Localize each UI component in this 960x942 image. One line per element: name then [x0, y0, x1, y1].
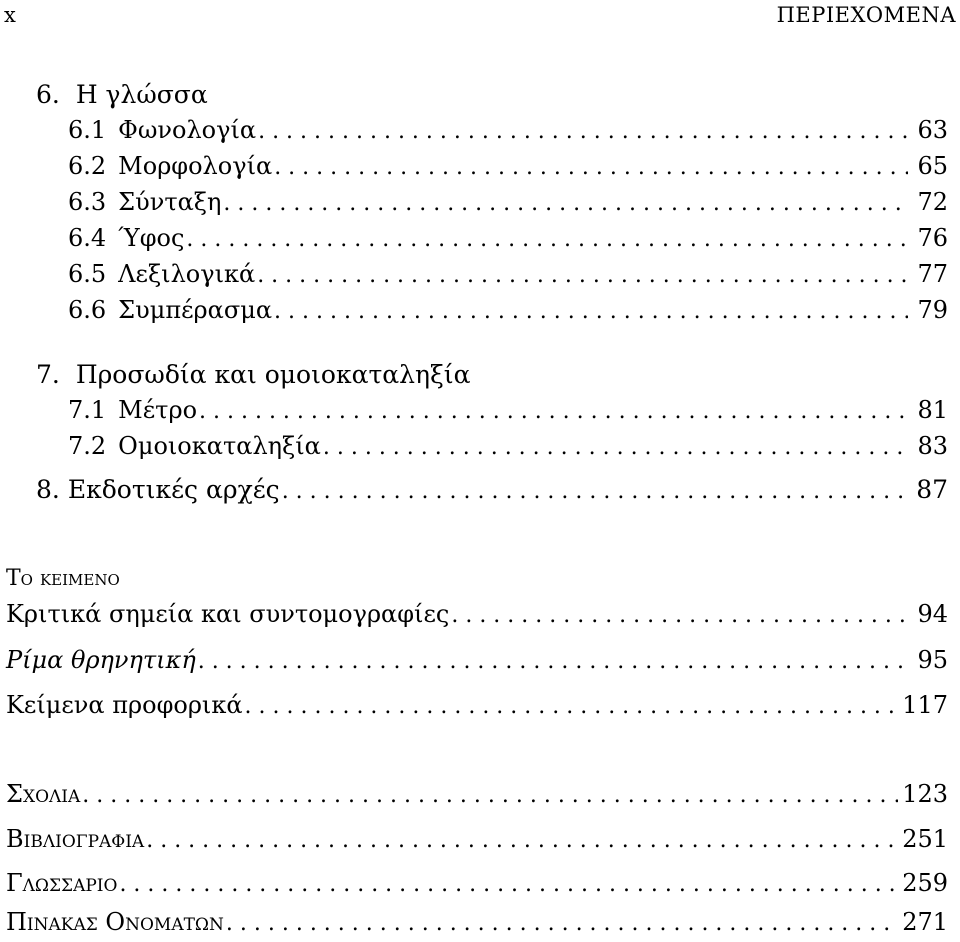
dot-leader	[119, 867, 898, 903]
running-header	[4, 0, 956, 30]
toc-entry-6-3[interactable]: 6.3 Σύνταξη . . . 72	[68, 184, 948, 220]
dot-leader	[226, 906, 898, 942]
dot-leader	[258, 114, 908, 150]
toc-entry-glossary[interactable]: Γλωσσαριο . . . 259	[6, 865, 948, 901]
toc-entry-bibliography[interactable]: Βιβλιογραφια . . . 251	[6, 821, 948, 857]
dot-leader	[146, 823, 898, 859]
toc-entry-7-1[interactable]: 7.1 Μέτρο . . . 81	[68, 392, 948, 428]
toc-entry-8[interactable]: 8. Εκδοτικές αρχές . . . 87	[36, 472, 948, 508]
dot-leader	[274, 294, 908, 330]
toc-entry-6-4[interactable]: 6.4 Ύφος . . . 76	[68, 220, 948, 256]
dot-leader	[274, 150, 908, 186]
toc-entry-6-6[interactable]: 6.6 Συμπέρασμα . . . 79	[68, 292, 948, 328]
dot-leader	[245, 689, 899, 725]
section-heading-text: Το κειμενο	[6, 566, 120, 591]
dot-leader	[282, 474, 908, 510]
toc-entry-notes[interactable]: Σχολια . . . 123	[6, 776, 948, 812]
page-number: x	[4, 3, 17, 27]
dot-leader	[186, 222, 908, 258]
toc-entry-name-index[interactable]: Πινακας Ονοματων . . . 271	[6, 904, 948, 940]
dot-leader	[199, 394, 908, 430]
dot-leader	[451, 598, 908, 634]
toc-entry-critical-marks[interactable]: Κριτικά σημεία και συντομογραφίες . . . 94	[6, 596, 948, 632]
toc-entry-6-2[interactable]: 6.2 Μορφολογία . . . 65	[68, 148, 948, 184]
chapter-7-title: 7. Προσωδία και ομοιοκαταληξία	[36, 360, 471, 389]
dot-leader	[198, 644, 908, 680]
running-title: ΠΕΡΙΕΧΟΜΕΝΑ	[776, 3, 956, 27]
toc-entry-oral-texts[interactable]: Κείμενα προφορικά . . . 117	[6, 687, 948, 723]
dot-leader	[82, 778, 898, 814]
dot-leader	[223, 186, 908, 222]
toc-entry-7-2[interactable]: 7.2 Ομοιοκαταληξία . . . 83	[68, 428, 948, 464]
toc-entry-6-1[interactable]: 6.1 Φωνολογία . . . 63	[68, 112, 948, 148]
toc-entry-rima[interactable]: Ρίμα θρηνητική . . . 95	[6, 642, 948, 678]
dot-leader	[323, 430, 908, 466]
dot-leader	[257, 258, 908, 294]
toc-entry-6-5[interactable]: 6.5 Λεξιλογικά . . . 77	[68, 256, 948, 292]
chapter-6-title: 6. Η γλώσσα	[36, 80, 208, 109]
